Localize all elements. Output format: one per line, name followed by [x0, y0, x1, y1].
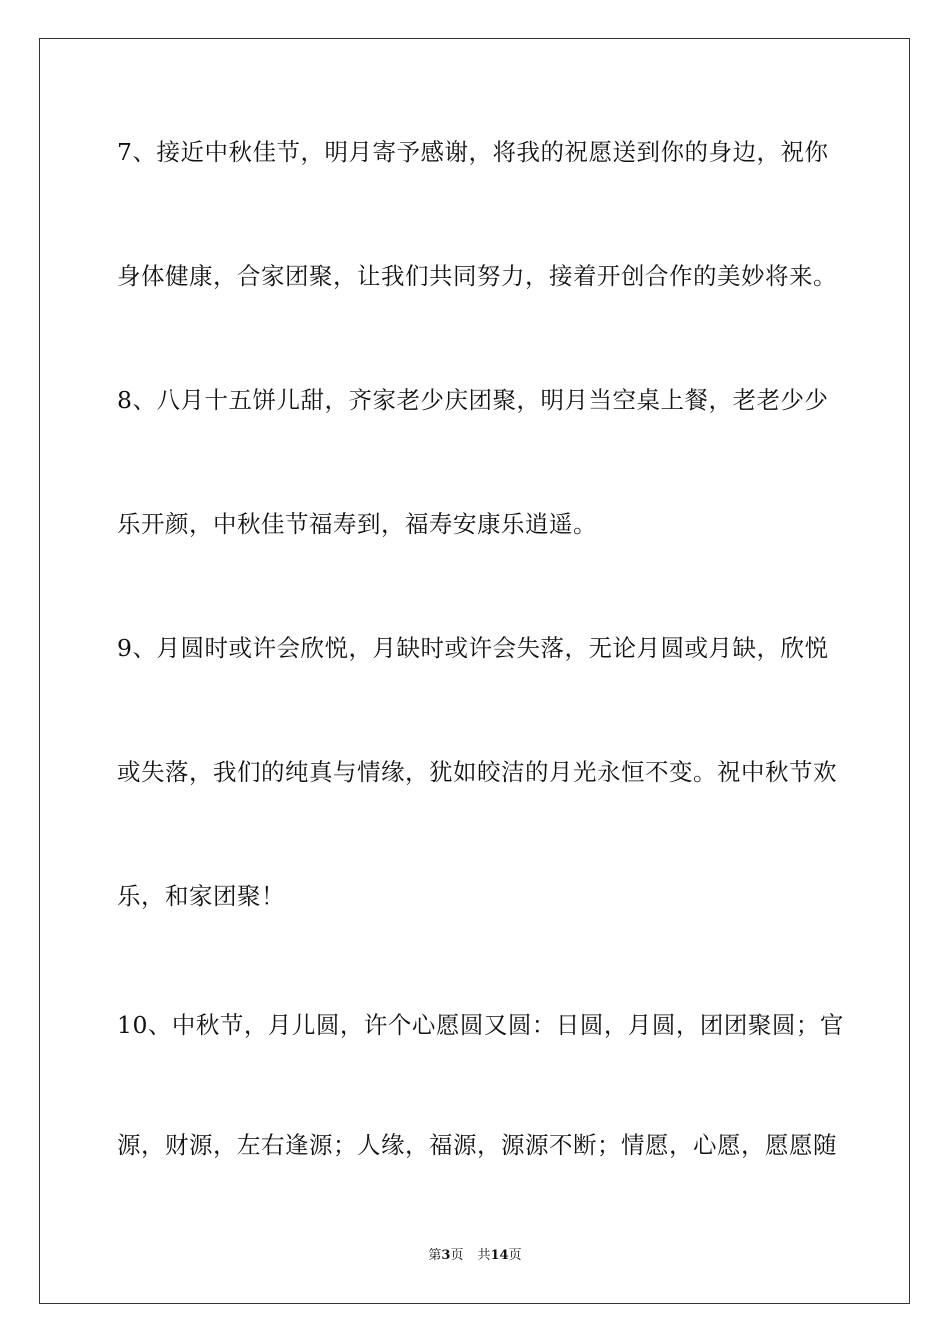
page-number: 3 — [441, 1248, 451, 1263]
page-border — [39, 38, 910, 1304]
paragraph-8-line-2: 乐开颜，中秋佳节福寿到，福寿安康乐逍遥。 — [117, 510, 597, 538]
paragraph-7-line-2: 身体健康，合家团聚，让我们共同努力，接着开创合作的美妙将来。 — [117, 262, 837, 290]
page-label-suffix: 页 — [450, 1248, 464, 1263]
paragraph-10-line-2: 源，财源，左右逢源；人缘，福源，源源不断；情愿，心愿，愿愿随 — [117, 1131, 837, 1159]
paragraph-9-line-1: 9、月圆时或许会欣悦，月缺时或许会失落，无论月圆或月缺，欣悦 — [117, 634, 829, 662]
paragraph-7-line-1: 7、接近中秋佳节，明月寄予感谢，将我的祝愿送到你的身边，祝你 — [117, 138, 829, 166]
page-label-prefix: 第 — [428, 1248, 442, 1263]
total-label-suffix: 页 — [508, 1248, 522, 1263]
paragraph-9-line-3: 乐，和家团聚！ — [117, 882, 285, 910]
paragraph-8-line-1: 8、八月十五饼儿甜，齐家老少庆团聚，明月当空桌上餐，老老少少 — [117, 386, 829, 414]
paragraph-10-line-1: 10、中秋节，月儿圆，许个心愿圆又圆：日圆，月圆，团团聚圆；官 — [117, 1011, 844, 1039]
page-footer — [0, 1247, 950, 1265]
total-label-prefix: 共 — [477, 1248, 491, 1263]
total-pages: 14 — [490, 1248, 509, 1263]
paragraph-9-line-2: 或失落，我们的纯真与情缘，犹如皎洁的月光永恒不变。祝中秋节欢 — [117, 758, 837, 786]
